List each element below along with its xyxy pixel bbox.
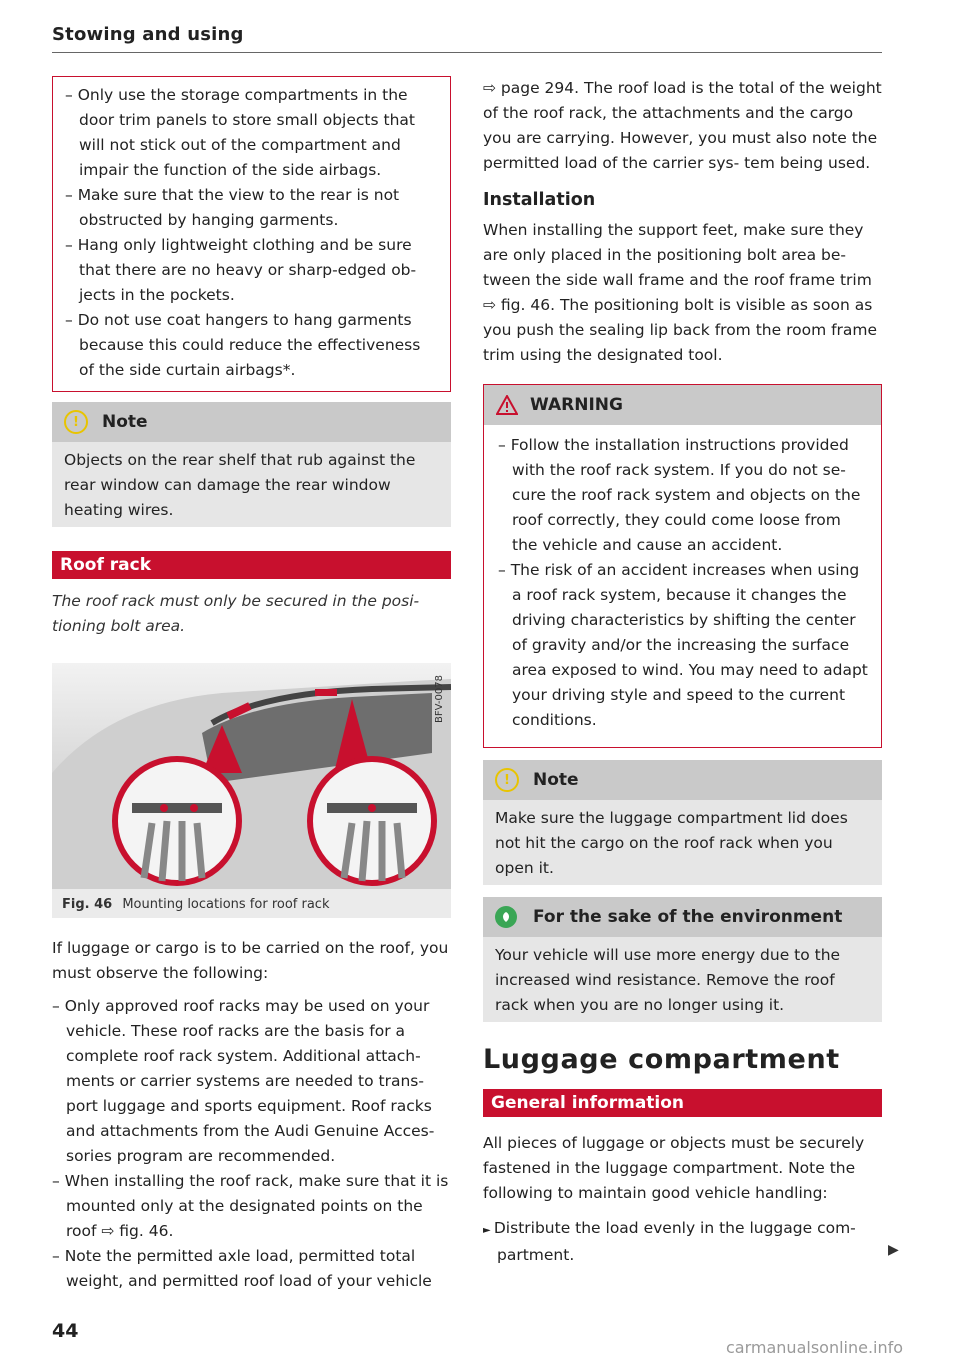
environment-body: Your vehicle will use more energy due to the increased wind resistance. Remove the roof rack when you are no longer using it. — [495, 946, 841, 1014]
watermark: carmanualsonline.info — [726, 1338, 904, 1357]
figure-46 — [52, 663, 451, 918]
installation-body: When installing the support feet, make sure they are only placed in the positioning bolt area be- tween the side wall frame and the roof frame trim ⇨ fig. 46. The positioning bolt is visible as soon as you push the sealing lip back from the room frame trim using the designated tool. — [483, 221, 878, 364]
warning-title: WARNING — [530, 395, 623, 415]
figure-caption-text: Mounting locations for roof rack — [122, 897, 330, 912]
list-item: – Hang only lightweight clothing and be sure that there are no heavy or sharp-edged ob- jects in the pockets. — [65, 233, 438, 308]
environment-leaf-icon — [495, 906, 517, 928]
left-column — [52, 76, 451, 1294]
info-icon: ! — [495, 768, 519, 792]
environment-box — [483, 897, 882, 1022]
warning-box-continued — [52, 76, 451, 392]
luggage-compartment-heading: Luggage compartment — [483, 1044, 840, 1075]
section-intro: The roof rack must only be secured in the posi- tioning bolt area. — [52, 592, 420, 635]
figure-label: Fig. 46 — [62, 897, 113, 912]
general-information-heading: General information — [483, 1089, 882, 1117]
luggage-steps — [483, 1216, 882, 1268]
note-header — [483, 760, 882, 800]
list-item: ► Distribute the load evenly in the luggage com- partment. — [483, 1216, 882, 1268]
roof-rack-paragraph: If luggage or cargo is to be carried on the roof, you must observe the following: — [52, 939, 449, 982]
section-heading-roof-rack: Roof rack — [52, 551, 451, 579]
list-item: – Follow the installation instructions provided with the roof rack system. If you do not se- cure the roof rack system and objects on the roof correctly, they could come loose from the vehicle and cause an accident. — [498, 433, 869, 558]
note-title: Note — [102, 412, 148, 432]
figure-caption — [52, 889, 451, 918]
car-roof-drawing — [52, 663, 451, 889]
header-title: Stowing and using — [52, 24, 244, 45]
page-number: 44 — [52, 1320, 79, 1342]
note-title: Note — [533, 770, 579, 790]
note-body: Make sure the luggage compartment lid does not hit the cargo on the roof rack when you open it. — [495, 809, 848, 877]
note-box — [52, 402, 451, 527]
luggage-body: All pieces of luggage or objects must be securely fastened in the luggage compartment. Note the following to maintain good vehicle handling: — [483, 1134, 865, 1202]
list-item: – When installing the roof rack, make sure that it is mounted only at the designated points on the roof ⇨ fig. 46. — [52, 1169, 451, 1244]
warning-list — [65, 83, 438, 383]
roof-rack-illustration — [52, 663, 451, 889]
note-box — [483, 760, 882, 885]
note-header — [52, 402, 451, 442]
list-item: – The risk of an accident increases when using a roof rack system, because it changes the driving characteristics by shifting the center of gravity and/or the increasing the surface area exposed to wind. You may need to adapt your driving style and speed to the current conditions. — [498, 558, 869, 733]
list-item: – Note the permitted axle load, permitted total weight, and permitted roof load of your vehicle — [52, 1244, 451, 1294]
environment-header — [483, 897, 882, 937]
figure-code: BFV-0078 — [434, 675, 445, 723]
list-item: – Do not use coat hangers to hang garments because this could reduce the effectiveness of the side curtain airbags*. — [65, 308, 438, 383]
continued-paragraph: ⇨ page 294. The roof load is the total of the weight of the roof rack, the attachments and the cargo you are carrying. However, you must also note the permitted load of the carrier sys- tem being used. — [483, 79, 882, 172]
page-header — [52, 24, 882, 53]
warning-body — [484, 425, 881, 739]
warning-header — [484, 385, 881, 425]
environment-title: For the sake of the environment — [533, 907, 843, 927]
warning-box — [483, 384, 882, 748]
warning-list — [498, 433, 869, 733]
continue-arrow-icon: ▶ — [888, 1242, 899, 1258]
warning-triangle-icon — [496, 395, 518, 415]
list-item: – Only approved roof racks may be used on your vehicle. These roof racks are the basis for a complete roof rack system. Additional attach- ments or carrier systems are needed to trans- port luggage and sports equipment. Roof racks and attachments from the Audi Genuine Acces- sories program are recommended. — [52, 994, 451, 1169]
info-icon: ! — [64, 410, 88, 434]
list-item: – Only use the storage compartments in the door trim panels to store small objects that will not stick out of the compartment and impair the function of the side airbags. — [65, 83, 438, 183]
list-item: – Make sure that the view to the rear is not obstructed by hanging garments. — [65, 183, 438, 233]
note-body: Objects on the rear shelf that rub against the rear window can damage the rear window heating wires. — [64, 451, 416, 519]
roof-rack-list — [52, 994, 451, 1294]
right-column — [483, 76, 882, 1268]
installation-heading: Installation — [483, 190, 596, 210]
